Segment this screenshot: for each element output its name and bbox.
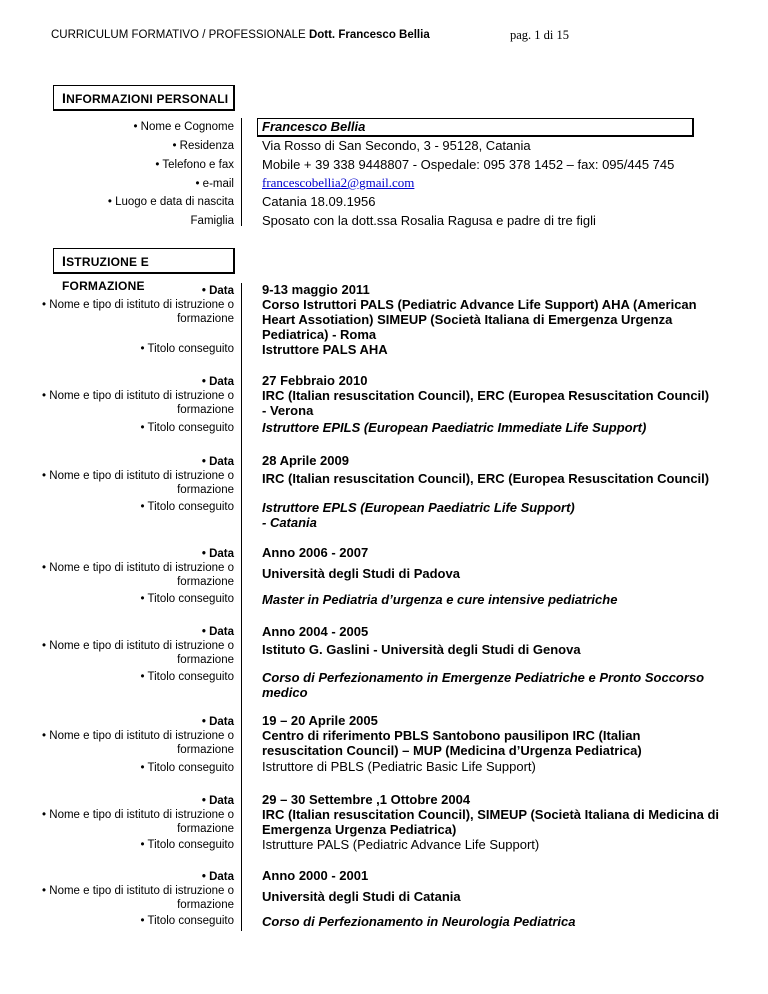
label-institute-2: formazione (177, 744, 234, 756)
entry-institute: Corso Istruttori PALS (Pediatric Advance Life Support) AHA (American (262, 297, 697, 312)
label-date: • Data (201, 376, 234, 388)
label-institute: • Nome e tipo di istituto di istruzione o (42, 470, 234, 482)
entry-institute: Istituto G. Gaslini - Università degli Studi di Genova (262, 642, 581, 657)
entry-title: Istruttore EPLS (European Paediatric Life Support) (262, 500, 575, 515)
entry-date: 27 Febbraio 2010 (262, 373, 368, 388)
entry-institute: Heart Assotiation) SIMEUP (Società Italiana di Emergenza Urgenza (262, 312, 673, 327)
label-date: • Data (201, 871, 234, 883)
label-institute-2: formazione (177, 404, 234, 416)
entry-date: Anno 2000 - 2001 (262, 868, 369, 883)
label-institute: • Nome e tipo di istituto di istruzione o (42, 730, 234, 742)
entry-institute: IRC (Italian resuscitation Council), ERC (Europea Resuscitation Council) (262, 471, 710, 486)
label-birth: • Luogo e data di nascita (107, 196, 234, 208)
label-title: • Titolo conseguito (140, 762, 234, 774)
entry-institute: IRC (Italian resuscitation Council), ERC (Europea Resuscitation Council) (262, 388, 710, 403)
entry-institute: resuscitation Council) – MUP (Medicina d’Urgenza Pediatrica) (262, 743, 642, 758)
label-title: • Titolo conseguito (140, 422, 234, 434)
section-personal-info: INFORMAZIONI PERSONALI (53, 85, 235, 111)
value-family: Sposato con la dott.ssa Rosalia Ragusa e padre di tre figli (262, 213, 596, 228)
label-date: • Data (201, 456, 234, 468)
entry-title: - Catania (262, 515, 317, 530)
entry-title: Corso di Perfezionamento in Emergenze Pediatriche e Pronto Soccorso (262, 670, 705, 685)
label-residence: • Residenza (172, 140, 234, 152)
entry-date: 19 – 20 Aprile 2005 (262, 713, 378, 728)
value-name: Francesco Bellia (262, 119, 366, 134)
label-institute-2: formazione (177, 823, 234, 835)
entry-title: Master in Pediatria d’urgenza e cure intensive pediatriche (262, 592, 618, 607)
label-institute: • Nome e tipo di istituto di istruzione o (42, 562, 234, 574)
entry-title: Istrutture PALS (Pediatric Advance Life Support) (262, 837, 540, 852)
section-education: ISTRUZIONE E FORMAZIONE (53, 248, 235, 274)
label-institute-2: formazione (177, 313, 234, 325)
entry-date: 28 Aprile 2009 (262, 453, 349, 468)
entry-date: Anno 2006 - 2007 (262, 545, 369, 560)
personal-divider (241, 118, 242, 226)
entry-title: Istruttore di PBLS (Pediatric Basic Life Support) (262, 759, 536, 774)
label-date: • Data (201, 626, 234, 638)
entry-institute: - Verona (262, 403, 314, 418)
label-institute-2: formazione (177, 654, 234, 666)
label-family: Famiglia (190, 215, 234, 227)
header-name: Dott. Francesco Bellia (308, 29, 430, 41)
entry-institute: Università degli Studi di Catania (262, 889, 461, 904)
label-institute: • Nome e tipo di istituto di istruzione o (42, 299, 234, 311)
header-title: CURRICULUM FORMATIVO / PROFESSIONALE (51, 29, 306, 41)
entry-date: 29 – 30 Settembre ,1 Ottobre 2004 (262, 792, 471, 807)
label-name: • Nome e Cognome (133, 121, 234, 133)
entry-date: Anno 2004 - 2005 (262, 624, 369, 639)
value-birth: Catania 18.09.1956 (262, 194, 376, 209)
label-institute: • Nome e tipo di istituto di istruzione o (42, 885, 234, 897)
label-date: • Data (201, 548, 234, 560)
label-institute-2: formazione (177, 484, 234, 496)
entry-title: Corso di Perfezionamento in Neurologia Pediatrica (262, 914, 576, 929)
label-institute: • Nome e tipo di istituto di istruzione o (42, 640, 234, 652)
entry-institute: Centro di riferimento PBLS Santobono pausilipon IRC (Italian (262, 728, 641, 743)
label-date: • Data (201, 285, 234, 297)
page-header (51, 29, 430, 41)
label-phone: • Telefono e fax (155, 159, 234, 171)
label-title: • Titolo conseguito (140, 915, 234, 927)
entry-institute: Università degli Studi di Padova (262, 566, 460, 581)
label-title: • Titolo conseguito (140, 343, 234, 355)
entry-institute: IRC (Italian resuscitation Council), SIMEUP (Società Italiana di Medicina di (262, 807, 720, 822)
entry-date: 9-13 maggio 2011 (262, 282, 370, 297)
label-date: • Data (201, 716, 234, 728)
email-link[interactable]: francescobellia2@gmail.com (262, 175, 415, 190)
entry-title: Istruttore PALS AHA (262, 342, 388, 357)
entry-institute: Emergenza Urgenza Pediatrica) (262, 822, 457, 837)
label-institute-2: formazione (177, 576, 234, 588)
entry-institute: Pediatrica) - Roma (262, 327, 377, 342)
label-email: • e-mail (195, 178, 234, 190)
label-title: • Titolo conseguito (140, 501, 234, 513)
entry-title: medico (262, 685, 308, 700)
page-number: pag. 1 di 15 (510, 28, 570, 42)
label-institute-2: formazione (177, 899, 234, 911)
value-residence: Via Rosso di San Secondo, 3 - 95128, Catania (262, 138, 531, 153)
label-title: • Titolo conseguito (140, 671, 234, 683)
education-divider (241, 283, 242, 931)
entry-title: Istruttore EPILS (European Paediatric Immediate Life Support) (262, 420, 647, 435)
label-title: • Titolo conseguito (140, 839, 234, 851)
label-title: • Titolo conseguito (140, 593, 234, 605)
label-institute: • Nome e tipo di istituto di istruzione o (42, 809, 234, 821)
label-institute: • Nome e tipo di istituto di istruzione o (42, 390, 234, 402)
label-date: • Data (201, 795, 234, 807)
value-phone: Mobile + 39 338 9448807 - Ospedale: 095 378 1452 – fax: 095/445 745 (262, 157, 675, 172)
